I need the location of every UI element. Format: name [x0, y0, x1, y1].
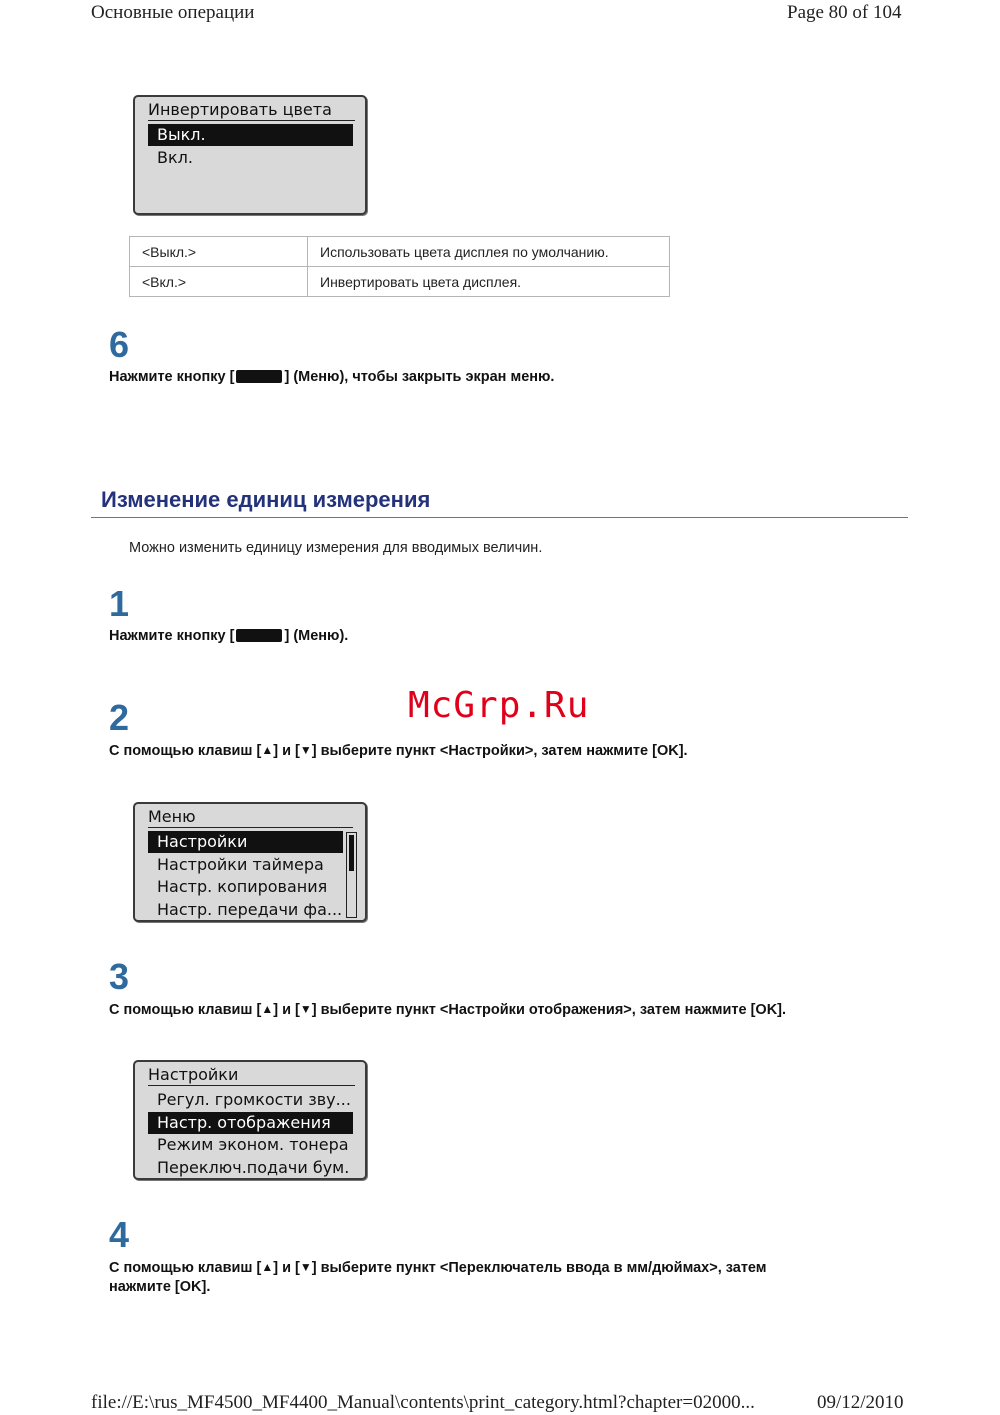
- lcd-title: Настройки: [148, 1065, 355, 1086]
- section-intro: Можно изменить единицу измерения для вводимых величин.: [129, 540, 543, 556]
- lcd-invert-colors: [133, 95, 367, 215]
- lcd-title: Меню: [148, 807, 353, 828]
- step-text-part: ] (Меню), чтобы закрыть экран меню.: [284, 369, 555, 385]
- footer-date: 09/12/2010: [817, 1392, 904, 1413]
- page-number: Page 80 of 104: [787, 2, 902, 23]
- step-6-text: [109, 368, 554, 387]
- step-text-part: ] и [: [273, 743, 300, 759]
- section-title: Изменение единиц измерения: [101, 487, 431, 512]
- lcd-item: Регул. громкости зву...: [157, 1090, 351, 1109]
- section-divider: [91, 517, 908, 518]
- lcd-item: Настр. передачи фа...: [157, 900, 343, 919]
- step-number-6: 6: [109, 324, 130, 365]
- down-arrow-icon: ▼: [299, 1002, 312, 1016]
- step-3-text: [109, 1000, 786, 1020]
- step-number-2: 2: [109, 697, 130, 738]
- lcd-item: Настройки таймера: [157, 855, 324, 874]
- table-cell-key: <Вкл.>: [130, 267, 308, 297]
- lcd-item: Режим эконом. тонера: [157, 1135, 349, 1154]
- table-cell-key: <Выкл.>: [130, 237, 308, 267]
- watermark: McGrp.Ru: [408, 685, 590, 726]
- lcd-settings: [133, 1060, 367, 1180]
- lcd-item: Настр. отображения: [148, 1112, 353, 1134]
- step-4-text: [109, 1258, 767, 1297]
- step-number-1: 1: [109, 583, 130, 624]
- lcd-item: Настр. копирования: [157, 877, 328, 896]
- up-arrow-icon: ▲: [261, 743, 274, 757]
- step-text-part: ] выберите пункт <Настройки>, затем нажмите [OK].: [311, 743, 688, 759]
- lcd-item-on: Вкл.: [157, 148, 193, 167]
- down-arrow-icon: ▼: [299, 1260, 312, 1274]
- step-text-part: ] и [: [273, 1002, 300, 1018]
- menu-button-icon: [236, 629, 282, 642]
- step-number-3: 3: [109, 956, 130, 997]
- lcd-scrollbar: [346, 832, 357, 918]
- step-text-part: Нажмите кнопку [: [109, 369, 235, 385]
- lcd-item: Переключ.подачи бум.: [157, 1158, 350, 1177]
- step-text-part: С помощью клавиш [: [109, 1002, 262, 1018]
- step-1-text: [109, 627, 348, 646]
- step-text-part: Нажмите кнопку [: [109, 628, 235, 644]
- step-text-part: ] выберите пункт <Настройки отображения>, затем нажмите [OK].: [311, 1002, 787, 1018]
- options-table: [129, 236, 670, 297]
- header-title: Основные операции: [91, 2, 255, 23]
- step-text-part: С помощью клавиш [: [109, 1260, 262, 1276]
- step-text-part: С помощью клавиш [: [109, 743, 262, 759]
- step-text-part: нажмите [OK].: [109, 1279, 211, 1295]
- table-row: [130, 267, 670, 297]
- step-text-part: ] (Меню).: [284, 628, 349, 644]
- lcd-title: Инвертировать цвета: [148, 100, 355, 121]
- step-text-part: ] выберите пункт <Переключатель ввода в мм/дюймах>, затем: [311, 1260, 767, 1276]
- menu-button-icon: [236, 370, 282, 383]
- step-text-part: ] и [: [273, 1260, 300, 1276]
- up-arrow-icon: ▲: [261, 1002, 274, 1016]
- lcd-item: Настройки: [148, 831, 343, 853]
- lcd-scroll-thumb: [349, 835, 354, 871]
- up-arrow-icon: ▲: [261, 1260, 274, 1274]
- table-cell-desc: Использовать цвета дисплея по умолчанию.: [308, 237, 670, 267]
- lcd-menu: [133, 802, 367, 922]
- table-cell-desc: Инвертировать цвета дисплея.: [308, 267, 670, 297]
- down-arrow-icon: ▼: [299, 743, 312, 757]
- table-row: [130, 237, 670, 267]
- lcd-item-off: Выкл.: [148, 124, 353, 146]
- step-number-4: 4: [109, 1214, 130, 1255]
- step-2-text: [109, 741, 688, 761]
- footer-path: file://E:\rus_MF4500_MF4400_Manual\contents\print_category.html?chapter=02000...: [91, 1392, 755, 1413]
